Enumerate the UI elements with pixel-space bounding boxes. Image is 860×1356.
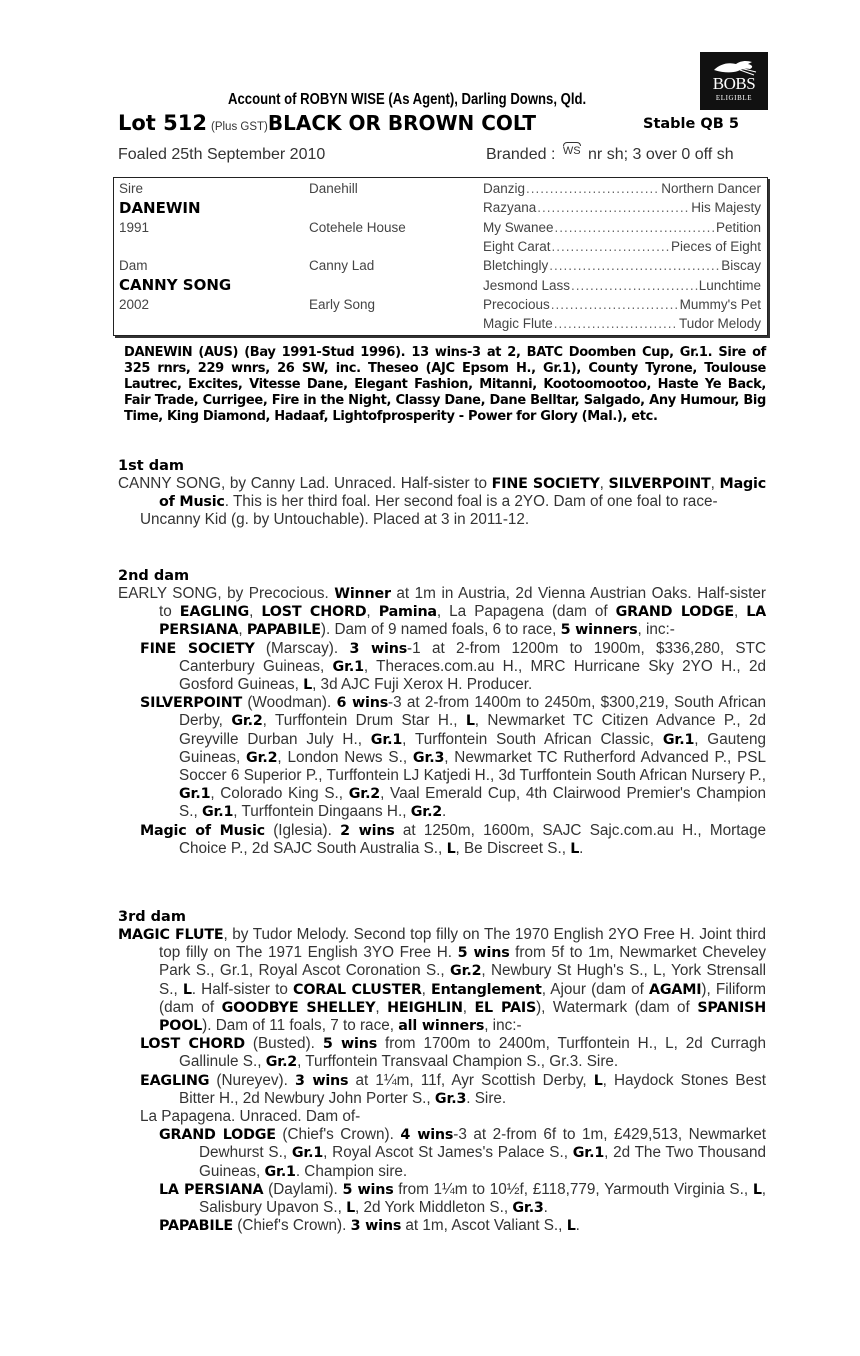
bold-run: Gr.1 xyxy=(370,731,403,748)
bold-run: LOST CHORD xyxy=(261,604,367,621)
ggp-sire: Petition xyxy=(715,220,761,235)
bold-run: GOODBYE SHELLEY xyxy=(221,999,376,1016)
horse-description: BLACK OR BROWN COLT xyxy=(267,111,537,135)
text-run: . xyxy=(442,803,447,821)
text-run: , xyxy=(249,603,262,621)
branded-detail: nr sh; 3 over 0 off sh xyxy=(588,146,734,163)
bold-run: MAGIC FLUTE xyxy=(118,927,224,943)
ggp-name: Jesmond Lass xyxy=(483,278,571,293)
ggp-sire: Pieces of Eight xyxy=(670,239,761,254)
text-run: , Newbury St Hugh's S., L, York Strensall S., xyxy=(159,962,766,998)
stable-number: Stable QB 5 xyxy=(643,116,739,132)
text-run: , Royal Ascot St James's Palace S., xyxy=(323,1144,573,1162)
text-run: (Chief's Crown). xyxy=(275,1126,401,1144)
text-run: , Newmarket TC Citizen Advance P., 2d Greyville Durban July H., xyxy=(179,712,767,748)
text-run: from 5f to 1m, Newmarket Cheveley Park S., Gr.1, Royal Ascot Coronation S., xyxy=(159,944,767,980)
bold-run: all winners xyxy=(398,1018,485,1035)
text-run: , Haydock Stones Best Bitter H., 2d Newbury John Porter S., xyxy=(179,1071,766,1107)
bold-run: FINE SOCIETY xyxy=(140,640,255,657)
dam-paragraph xyxy=(118,585,766,640)
text-run: at 1m in Austria, 2d Vienna Austrian Oaks. Half-sister to xyxy=(159,585,767,621)
bold-run: Gr.2 xyxy=(450,963,482,980)
bold-run: L xyxy=(446,840,456,857)
ggp-name: Magic Flute xyxy=(483,316,553,331)
bold-run: Winner xyxy=(334,586,391,602)
dam-paragraph xyxy=(118,926,766,1035)
text-run: -3 at 2-from 1400m to 2450m, $300,219, South African Derby, xyxy=(179,694,766,730)
ggp-name: Bletchingly xyxy=(483,258,549,273)
text-run: (Iglesia). xyxy=(264,821,341,839)
text-run: (Daylami). xyxy=(263,1180,343,1198)
bold-run: 3 wins xyxy=(294,1072,349,1089)
great-grandparent-row xyxy=(483,239,761,254)
logo-title: BOBS xyxy=(712,74,756,93)
sub-progeny-entry xyxy=(118,1181,766,1217)
ggp-name: My Swanee xyxy=(483,220,554,235)
ggp-sire: Mummy's Pet xyxy=(679,297,761,312)
great-grandparent-row xyxy=(483,220,761,235)
text-run: , 3d AJC Fuji Xerox H. Producer. xyxy=(312,676,533,694)
bold-run: Magic of Music xyxy=(159,476,767,511)
text-run: , xyxy=(421,980,432,998)
bold-run: Gr.2 xyxy=(410,804,443,821)
text-run: , xyxy=(238,621,247,639)
bold-run: Gr.3 xyxy=(512,1200,544,1217)
ggp-sire: Tudor Melody xyxy=(678,316,761,331)
text-run: Uncanny Kid (g. by Untouchable). Placed at 3 in 2011-12. xyxy=(140,511,530,529)
bold-run: LA PERSIANA xyxy=(159,604,767,639)
great-grandparent-row xyxy=(483,200,761,215)
bold-run: Gr.1 xyxy=(291,1145,324,1162)
bold-run: L xyxy=(570,840,580,857)
bold-run: EAGLING xyxy=(179,604,250,621)
leader-dots xyxy=(554,316,678,331)
text-run: . Champion sire. xyxy=(295,1162,408,1180)
progeny-entry xyxy=(118,640,766,695)
text-run: , Salisbury Upavon S., xyxy=(199,1180,767,1217)
text-run: , by Tudor Melody. Second top filly on The 1970 English 2YO Free H. Joint third top filly on The 1971 English 3YO Free H. xyxy=(159,926,766,962)
great-grandparent-row xyxy=(483,316,761,331)
text-run: (Busted). xyxy=(244,1035,323,1053)
text-run: , La Papagena (dam of xyxy=(436,603,616,621)
bold-run: LOST CHORD xyxy=(140,1036,245,1053)
text-run: , 2d The Two Thousand Guineas, xyxy=(199,1144,766,1180)
text-run: . Half-sister to xyxy=(191,980,294,998)
great-grandparent-row xyxy=(483,181,761,196)
bold-run: 5 wins xyxy=(457,945,510,962)
text-run: , xyxy=(710,475,720,492)
bold-run: Gr.1 xyxy=(179,786,211,803)
text-run: La Papagena. Unraced. Dam of- xyxy=(140,1108,361,1126)
lot-number: Lot 512 xyxy=(118,111,207,135)
bold-run: L xyxy=(182,981,192,998)
text-run: . xyxy=(543,1199,548,1217)
text-run: at 1250m, 1600m, SAJC Sajc.com.au H., Mortage Choice P., 2d SAJC South Australia S., xyxy=(179,821,766,857)
branded-label: Branded : xyxy=(486,146,556,163)
dam-label: Dam xyxy=(119,258,148,273)
bold-run: Gr.1 xyxy=(264,1163,296,1180)
bold-run: AGAMI xyxy=(648,981,702,998)
bold-run: 3 wins xyxy=(349,640,408,657)
text-run: . xyxy=(579,839,584,857)
bold-run: Gr.1 xyxy=(572,1145,605,1162)
ggp-sire: Biscay xyxy=(721,258,761,273)
text-run: , Ajour (dam of xyxy=(541,980,649,998)
granddam-paternal: Cotehele House xyxy=(309,220,406,235)
grandsire-maternal: Canny Lad xyxy=(309,258,375,273)
section-title: 3rd dam xyxy=(118,909,186,925)
vendor-account: Account of ROBYN WISE (As Agent), Darling Downs, Qld. xyxy=(228,91,587,108)
bold-run: EAGLING xyxy=(140,1072,210,1089)
bold-run: Gr.3 xyxy=(434,1090,467,1107)
lot-line xyxy=(118,111,536,135)
text-run: from 1¼m to 10½f, £118,779, Yarmouth Virginia S., xyxy=(393,1180,753,1198)
bobs-eligible-logo xyxy=(700,52,768,110)
grandsire-paternal: Danehill xyxy=(309,181,358,196)
text-run: . xyxy=(575,1217,580,1235)
leader-dots xyxy=(555,220,715,235)
text-run: , Turffontein South African Classic, xyxy=(402,730,663,748)
text-run: , xyxy=(733,603,747,621)
progeny-entry xyxy=(118,511,766,529)
bold-run: GRAND LODGE xyxy=(615,604,734,621)
ggp-name: Eight Carat xyxy=(483,239,551,254)
first-dam-section xyxy=(118,458,766,530)
text-run: , Theraces.com.au H., MRC Hurricane Sky 2YO H., 2d Gosford Guineas, xyxy=(179,657,766,694)
bold-run: L xyxy=(303,677,313,694)
text-run: from 1700m to 2400m, Turffontein H., L, 2d Curragh Gallinule S., xyxy=(179,1035,766,1071)
text-run: ), Filiform (dam of xyxy=(159,980,767,1016)
sire-summary: DANEWIN (AUS) (Bay 1991-Stud 1996). 13 wins-3 at 2, BATC Doomben Cup, Gr.1. Sire of 325 rnrs, 229 wnrs, 26 SW, inc. Theseo (AJC Epsom H., Gr.1), County Tyrone, Toulouse Lautrec, Excites, Vitesse Dane, Elegant Fashion, Mitanni, Kootoomootoo, Haste Ye Back, Fair Trade, Currigee, Fire in the Night, Classy Dane, Dane Belltar, Salgado, Any Humour, Big Time, King Diamond, Hadaaf, Lightofprosperity - Power for Glory (Mal.), etc. xyxy=(124,345,766,424)
sire-year: 1991 xyxy=(119,220,150,235)
sire-name: DANEWIN xyxy=(119,199,201,217)
text-run: , London News S., xyxy=(277,748,413,766)
ggp-name: Precocious xyxy=(483,297,550,312)
progeny-entry xyxy=(118,1035,766,1071)
leader-dots xyxy=(537,200,690,215)
bold-run: Gr.2 xyxy=(246,749,278,766)
progeny-entry xyxy=(118,694,766,821)
great-grandparent-row xyxy=(483,297,761,312)
great-grandparent-row xyxy=(483,258,761,273)
bold-run: Gr.1 xyxy=(201,804,234,821)
text-run: . This is her third foal. Her second foal is a 2YO. Dam of one foal to race- xyxy=(224,493,718,511)
text-run: (Chief's Crown). xyxy=(232,1217,351,1235)
text-run: ), Watermark (dam of xyxy=(536,998,698,1016)
bold-run: Gr.2 xyxy=(348,786,381,803)
bold-run: CORAL CLUSTER xyxy=(293,981,422,998)
text-run: , Vaal Emerald Cup, 4th Clairwood Premier's Champion S., xyxy=(179,785,766,821)
bold-run: FINE SOCIETY xyxy=(491,476,600,492)
text-run: , Newmarket TC Rutherford Advanced P., PSL Soccer 6 Superior P., Turffontein LJ Katjedi H., 3d Turffontein South African Nursery P., xyxy=(179,748,766,785)
third-dam-section xyxy=(118,909,766,1235)
text-run: , Gauteng Guineas, xyxy=(179,730,766,766)
ggp-name: Danzig xyxy=(483,181,526,196)
bold-run: PAPABILE xyxy=(159,1218,233,1235)
bold-run: 3 wins xyxy=(350,1218,402,1235)
text-run: (Nureyev). xyxy=(209,1071,295,1089)
sub-dam-entry xyxy=(118,1108,766,1126)
bold-run: PAPABILE xyxy=(246,622,321,639)
second-dam-section xyxy=(118,568,766,858)
ggp-sire: His Majesty xyxy=(691,200,761,215)
bold-run: LA PERSIANA xyxy=(159,1181,264,1198)
dam-paragraph xyxy=(118,475,766,511)
bold-run: Gr.1 xyxy=(662,731,695,748)
bold-run: Pamina xyxy=(378,604,437,621)
leader-dots xyxy=(526,181,660,196)
text-run: , xyxy=(599,475,609,492)
progeny-entry xyxy=(118,1072,766,1108)
granddam-maternal: Early Song xyxy=(309,297,376,312)
text-run: , Be Discreet S., xyxy=(455,839,571,857)
text-run: , Turffontein Dingaans H., xyxy=(233,803,411,821)
text-run: . Sire. xyxy=(466,1089,507,1107)
foaled-date: Foaled 25th September 2010 xyxy=(118,146,326,163)
bold-run: SPANISH POOL xyxy=(159,999,766,1035)
progeny-entry xyxy=(118,822,766,858)
bold-run: Entanglement xyxy=(431,981,542,998)
bold-run: L xyxy=(346,1200,356,1217)
ggp-sire: Lunchtime xyxy=(698,278,761,293)
leader-dots xyxy=(551,297,679,312)
text-run: , inc:- xyxy=(484,1017,522,1035)
text-run: -3 at 2-from 6f to 1m, £429,513, Newmarket Dewhurst S., xyxy=(199,1126,767,1162)
bold-run: Gr.2 xyxy=(231,713,263,730)
sub-progeny-entry xyxy=(118,1217,766,1235)
leader-dots xyxy=(552,239,670,254)
ggp-sire: Northern Dancer xyxy=(661,181,761,196)
text-run: ). Dam of 11 foals, 7 to race, xyxy=(202,1017,399,1035)
text-run: -1 at 2-from 1200m to 1900m, $336,280, STC Canterbury Guineas, xyxy=(179,639,766,675)
gst-note: (Plus GST) xyxy=(211,121,268,133)
bold-run: EL PAIS xyxy=(474,999,537,1016)
bold-run: L xyxy=(566,1218,576,1235)
bold-run: 4 wins xyxy=(400,1127,454,1144)
text-run: , Turffontein Drum Star H., xyxy=(262,712,466,730)
text-run: , xyxy=(366,603,379,621)
text-run: , inc:- xyxy=(637,621,675,639)
pedigree-table xyxy=(113,177,768,336)
text-run: , Turffontein Transvaal Champion S., Gr.3. Sire. xyxy=(297,1053,619,1071)
text-run: at 1m, Ascot Valiant S., xyxy=(401,1217,567,1235)
bold-run: 2 wins xyxy=(340,822,395,839)
bold-run: HEIGHLIN xyxy=(387,999,463,1016)
dam-year: 2002 xyxy=(119,297,150,312)
great-grandparent-row xyxy=(483,278,761,293)
bold-run: 6 wins xyxy=(336,695,389,712)
text-run: EARLY SONG, by Precocious. xyxy=(118,585,335,602)
sire-label: Sire xyxy=(119,181,144,196)
text-run: , Colorado King S., xyxy=(210,785,349,803)
bold-run: SILVERPOINT xyxy=(608,476,711,492)
ggp-name: Razyana xyxy=(483,200,537,215)
bold-run: Gr.2 xyxy=(265,1054,298,1071)
sub-progeny-entry xyxy=(118,1126,766,1181)
text-run: CANNY SONG, by Canny Lad. Unraced. Half-sister to xyxy=(118,475,492,492)
section-title: 1st dam xyxy=(118,458,184,474)
text-run: (Marscay). xyxy=(254,639,350,657)
bold-run: Gr.1 xyxy=(332,658,364,675)
bold-run: 5 wins xyxy=(322,1036,378,1053)
text-run: , xyxy=(375,998,388,1016)
bold-run: Magic of Music xyxy=(140,822,265,839)
bold-run: SILVERPOINT xyxy=(140,695,243,712)
leader-dots xyxy=(571,278,698,293)
bold-run: L xyxy=(752,1181,762,1198)
bold-run: Gr.3 xyxy=(412,749,445,766)
text-run: (Woodman). xyxy=(242,694,337,712)
bold-run: L xyxy=(465,713,475,730)
logo-subtitle: ELIGIBLE xyxy=(715,94,753,102)
text-run: at 1¼m, 11f, Ayr Scottish Derby, xyxy=(348,1071,594,1089)
leader-dots xyxy=(549,258,720,273)
brand-mark: WS xyxy=(562,145,581,157)
bold-run: 5 winners xyxy=(560,622,638,639)
bold-run: L xyxy=(593,1072,603,1089)
text-run: , xyxy=(462,998,475,1016)
bold-run: GRAND LODGE xyxy=(159,1127,276,1144)
branding xyxy=(486,146,734,164)
bold-run: 5 wins xyxy=(342,1181,394,1198)
text-run: , 2d York Middleton S., xyxy=(355,1199,513,1217)
dam-name: CANNY SONG xyxy=(119,276,232,294)
text-run: ). Dam of 9 named foals, 6 to race, xyxy=(320,621,561,639)
section-title: 2nd dam xyxy=(118,568,190,584)
